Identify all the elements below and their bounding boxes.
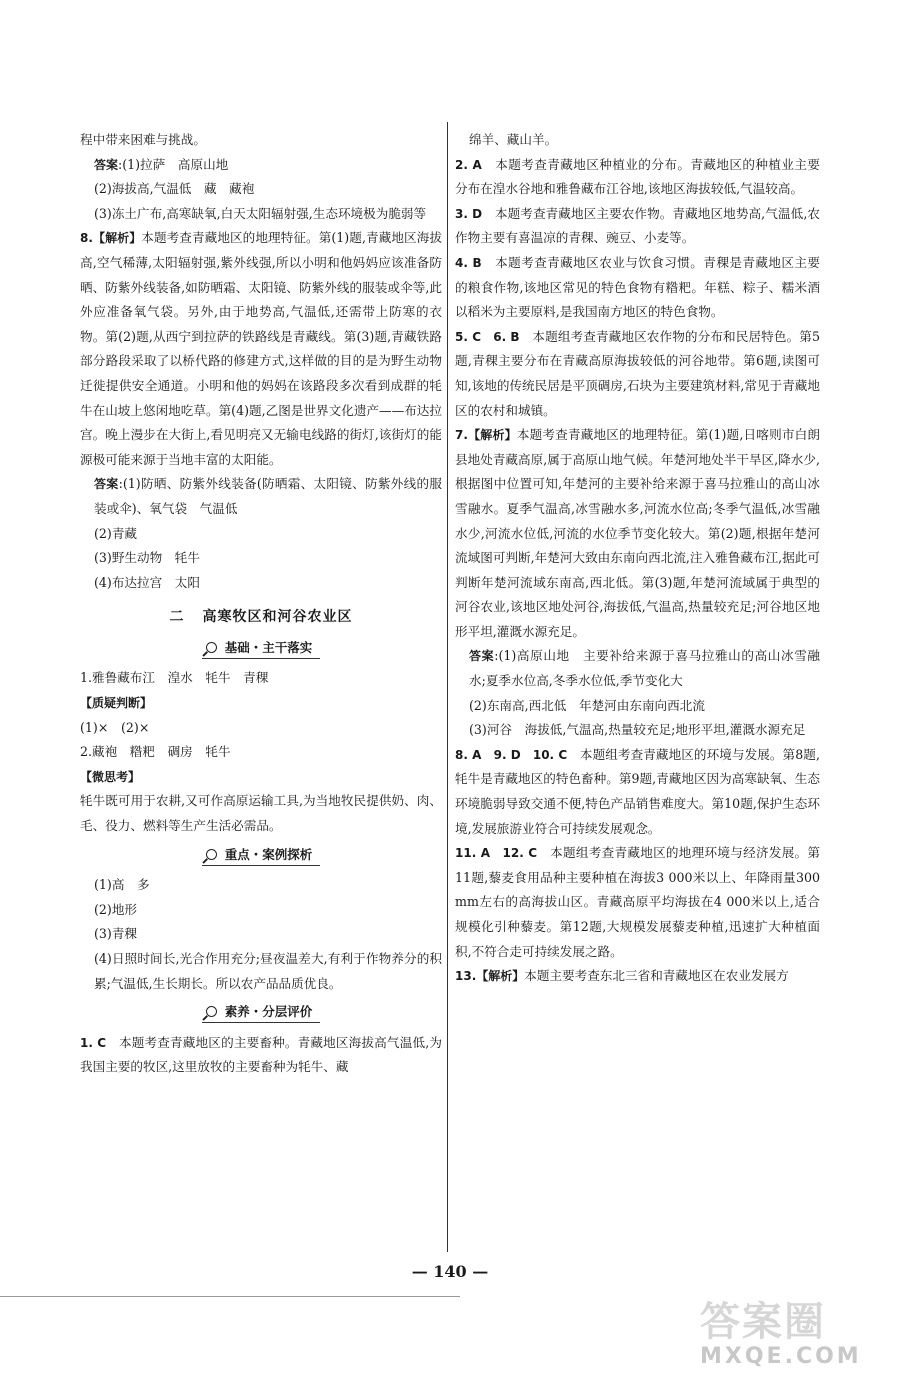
question-number: 8.【解析】 [80,231,142,246]
column-divider [447,122,448,1252]
question-text: 本题考查青藏地区农业与饮食习惯。青稞是青藏地区主要的粮食作物,该地区常见的特色食物有糌粑。年糕、粽子、糯米酒以稻米为主要原料,是我国南方地区的特色食物。 [455,254,821,320]
question-text: 本题考查青藏地区的地理特征。第(1)题,日喀则市白朗县地处青藏高原,属于高原山地气候。年楚河地处半干旱区,降水少,根据图中位置可知,年楚河的主要补给来源于喜马拉雅山的高山冰雪融水。夏季气温高,冰雪融水多,河流水位高;冬季气温低,冰雪融水少,河流水位低,河流的水位季节变化较大。第(2)题,根据年楚河流域图可判断,年楚河大致由东南向西北流,注入雅鲁藏布江,据此可判断年楚河流域东南高,西北低。第(3)题,年楚河流域属于典型的河谷农业,该地区地处河谷,海拔低,气温高,热量较充足;河谷地区地形平坦,灌溉水源充足。 [455,427,820,639]
text-line: (2)地形 [94,901,138,917]
answer-line: (2)海拔高,气温低 藏 藏袍 [94,181,255,197]
question-text: 本题考查青藏地区主要农作物。青藏地区地势高,气温低,农作物主要有喜温凉的青稞、豌豆、小麦等。 [455,205,820,246]
text-line: (1)× (2)× [80,719,150,735]
answer-text: :(1)防晒、防紫外线装备(防晒霜、太阳镜、防紫外线的服装或伞)、氧气袋 气温低 [94,476,442,516]
question-3 [455,202,820,251]
answer-text: :(1)拉萨 高原山地 [118,156,229,172]
page-number: — 140 — [411,1262,489,1281]
question-8 [80,226,442,472]
text-line: 2.藏袍 糌粑 碉房 牦牛 [80,744,231,760]
magnifier-icon [206,1006,217,1017]
watermark-top: 答案圈 [700,1299,826,1345]
section-number: 二 [169,609,185,626]
subsection-heading-text: 重点・案例探析 [224,846,313,862]
question-number: 3. D [455,206,483,221]
question-8-10 [455,743,820,841]
answer-7 [80,153,442,178]
subsection-heading-text: 基础・主干落实 [224,639,313,655]
magnifier-icon [206,642,217,653]
question-number: 5. C 6. B [455,329,520,344]
question-13 [455,964,820,989]
text-line: (1)高 多 [94,877,150,893]
answer-7 [455,644,820,693]
question-text: 本题组考查青藏地区的地理环境与经济发展。第11题,藜麦食用品种主要种植在海拔3 000米以上、年降雨量300 mm左右的高海拔山区。青藏高原平均海拔在4 000米以上,适合规模化引种藜麦。第12题,大规模发展藜麦种植,迅速扩大种植面积,不符合走可持续发展之路。 [455,845,821,959]
answer-line: (2)青藏 [94,525,138,541]
answer-8 [80,472,442,521]
subsection-heading-text: 素养・分层评价 [224,1004,313,1020]
bottom-rule [0,1296,460,1297]
question-text: 本题组考查青藏地区的环境与发展。第8题,牦牛是青藏地区的特色畜种。第9题,青藏地区因为高寒缺氧、生态环境脆弱导致交通不便,特色产品销售难度大。第10题,保护生态环境,发展旅游业符合可持续发展观念。 [455,746,820,836]
answer-text: :(1)高原山地 主要补给来源于喜马拉雅山的高山冰雪融水;夏季水位高,冬季水位低,季节变化大 [469,648,820,689]
watermark-bottom: MXQE.COM [700,1344,862,1369]
answer-line: (3)野生动物 牦牛 [94,550,200,566]
question-number: 11. A 12. C [455,846,538,861]
magnifier-icon [206,849,217,860]
text-line: 绵羊、藏山羊。 [469,132,558,147]
question-4 [455,251,820,325]
question-text: 本题组考查青藏地区农作物的分布和民居特色。第5题,青稞主要分布在青藏高原海拔较低的河谷地带。第6题,读图可知,该地的传统民居是平顶碉房,石块为主要建筑材料,常见于青藏地区的农村和城镇。 [455,328,820,418]
subsection-heading [80,1000,442,1025]
text-line: (3)青稞 [94,926,138,942]
question-2 [455,153,820,202]
question-text: 本题主要考查东北三省和青藏地区在农业发展方 [524,968,789,984]
answer-line: (3)冻土广布,高寒缺氧,白天太阳辐射强,生态环境极为脆弱等 [94,205,427,221]
text-line: 程中带来困难与挑战。 [80,132,206,147]
question-number: 8. A 9. D 10. C [455,747,568,762]
section-title [80,605,442,630]
text-line: 牦牛既可用于农耕,又可作高原运输工具,为当地牧民提供奶、肉、毛、役力、燃料等生产生活必需品。 [80,793,442,834]
question-number: 4. B [455,255,482,270]
bracket-heading: 【质疑判断】 [80,696,153,711]
question-5-6 [455,325,820,423]
question-7 [455,423,820,644]
question-11-12 [455,841,820,964]
question-text: 本题考查青藏地区的地理特征。第(1)题,青藏地区海拔高,空气稀薄,太阳辐射强,紫外线强,所以小明和他妈妈应该准备防晒、防紫外线装备,如防晒霜、太阳镜、防紫外线的服装或伞等,此外应准备氧气袋。另外,由于地势高,气温低,还需带上防寒的衣物。第(2)题,从西宁到拉萨的铁路线是青藏线。第(3)题,青藏铁路部分路段采取了以桥代路的修建方式,这样做的目的是为野生动物迁徙提供安全通道。小明和他的妈妈在该路段多次看到成群的牦牛在山坡上悠闲地吃草。第(4)题,乙图是世界文化遗产——布达拉宫。晚上漫步在大街上,看见明亮又无输电线路的街灯,该街灯的能源极可能来源于当地丰富的太阳能。 [80,230,442,467]
text-line: 1.雅鲁藏布江 湟水 牦牛 青稞 [80,670,269,686]
question-number: 13.【解析】 [455,969,525,984]
subsection-heading [80,843,442,868]
section-title-text: 高寒牧区和河谷农业区 [202,609,353,626]
left-column [80,128,442,1080]
right-column [455,128,820,989]
bracket-heading: 【微思考】 [80,769,141,784]
question-number: 2. A [455,157,482,172]
answer-label: 答案 [94,477,119,492]
answer-label: 答案 [94,157,119,172]
answer-line: (4)布达拉宫 太阳 [94,574,200,590]
subsection-heading [80,636,442,661]
question-number: 1. C [80,1035,107,1050]
question-number: 7.【解析】 [455,428,517,443]
watermark-logo [700,1300,880,1380]
question-1 [80,1031,442,1080]
question-text: 本题考查青藏地区的主要畜种。青藏地区海拔高气温低,为我国主要的牧区,这里放牧的主要畜种为牦牛、藏 [80,1034,442,1075]
text-line: (4)日照时间长,光合作用充分;昼夜温差大,有利于作物养分的积累;气温低,生长期长。所以农产品品质优良。 [94,951,442,991]
answer-line: (3)河谷 海拔低,气温高,热量较充足;地形平坦,灌溉水源充足 [469,722,806,738]
answer-label: 答案 [469,649,495,664]
answer-line: (2)东南高,西北低 年楚河由东南向西北流 [469,697,705,713]
question-text: 本题考查青藏地区种植业的分布。青藏地区的种植业主要分布在湟水谷地和雅鲁藏布江谷地,该地区海拔较低,气温较高。 [455,156,821,197]
